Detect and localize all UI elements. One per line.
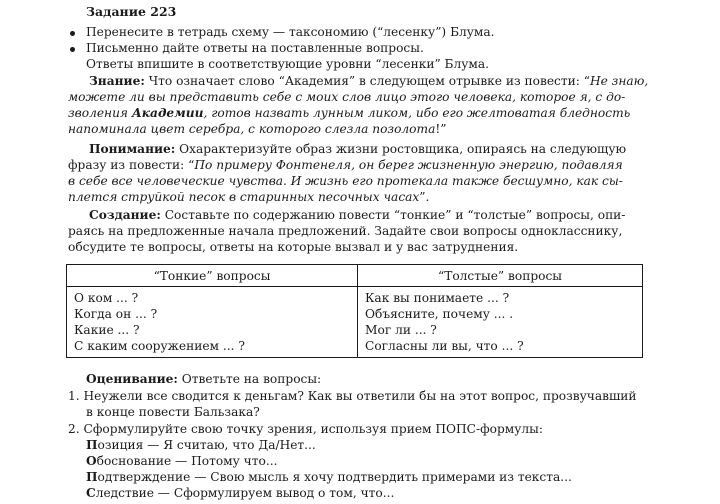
pops-text: ледствие — Сформулируем вывод о том, что...: [95, 486, 395, 500]
sozdanie-line-2: раясь на предложенные начала предложений. Задайте свои вопросы однокласснику,: [68, 224, 623, 238]
sozdanie-line-1: [89, 207, 625, 223]
pops-item-consequence: [86, 485, 394, 501]
pops-text: одтверждение — Свою мысль я хочу подтвердить примерами из текста...: [97, 470, 572, 484]
znanie-line-4: [68, 121, 446, 137]
sozdanie-text: Составьте по содержанию повести “тонкие” и “толстые” вопросы, опи-: [164, 208, 626, 222]
thin-questions-cell: [67, 287, 358, 358]
otsenivanie-heading: [86, 371, 321, 387]
header-thin-questions: “Тонкие” вопросы: [67, 265, 358, 287]
pops-item-reasoning: [86, 453, 277, 469]
ponimanie-line-2: [68, 157, 623, 173]
znanie-line-1: [89, 73, 648, 89]
ponimanie-line-4: [68, 189, 429, 205]
ponimanie-quote: По примеру Фонтенеля, он берег жизненную энергию, подавляя: [194, 158, 623, 172]
pops-text: озиция — Я считаю, что Да/Нет...: [97, 438, 316, 452]
otsenivanie-intro: Ответьте на вопросы:: [181, 372, 322, 386]
thin-question: О ком ... ?: [74, 291, 139, 305]
thick-questions-cell: [358, 287, 643, 358]
header-thick-questions: “Толстые” вопросы: [358, 265, 643, 287]
znanie-quote: зволения: [68, 106, 132, 120]
thin-question: Когда он ... ?: [74, 307, 158, 321]
thick-question: Согласны ли вы, что ... ?: [365, 339, 524, 353]
pops-letter: С: [86, 486, 96, 500]
thick-question: Мог ли ... ?: [365, 323, 437, 337]
table-row: [67, 287, 643, 358]
pops-letter: О: [86, 454, 97, 468]
sozdanie-label: Создание:: [89, 208, 161, 222]
question-1-line-2: в конце повести Бальзака?: [86, 405, 260, 419]
ponimanie-line-1: [89, 141, 626, 157]
question-1-line-1: 1. Неужели все сводится к деньгам? Как вы ответили бы на этот вопрос, прозвучавший: [68, 389, 637, 403]
thin-question: Какие ... ?: [74, 323, 140, 337]
znanie-label: Знание:: [89, 74, 145, 88]
ponimanie-text: Охарактеризуйте образ жизни ростовщика, опираясь на следующую: [179, 142, 627, 156]
otsenivanie-label: Оценивание:: [86, 372, 178, 386]
bullet-item: Письменно дайте ответы на поставленные вопросы.: [86, 41, 424, 55]
znanie-academy-word: Академии: [131, 106, 204, 120]
pops-letter: П: [86, 470, 98, 484]
ponimanie-end: ”.: [419, 190, 430, 204]
ponimanie-quote: плется струйкой песок в старинных песочных часах: [68, 190, 420, 204]
questions-table: [66, 264, 643, 358]
znanie-quote: Не знаю,: [589, 74, 649, 88]
table-header-row: [67, 265, 643, 287]
pops-item-position: [86, 437, 316, 453]
ponimanie-line-3: в себе все человеческие чувства. И жизнь его протекала также бесшумно, как сы-: [68, 174, 623, 188]
znanie-text: Что означает слово “Академия” в следующем отрывке из повести: “: [148, 74, 590, 88]
znanie-end: !”: [435, 122, 447, 136]
thick-question: Объясните, почему ... .: [365, 307, 514, 321]
pops-text: боснование — Потому что...: [96, 454, 278, 468]
pops-item-confirmation: [86, 469, 572, 485]
thick-question: Как вы понимаете ... ?: [365, 291, 510, 305]
question-2: 2. Сформулируйте свою точку зрения, используя прием ПОПС-формулы:: [68, 422, 543, 436]
sozdanie-line-3: обсудите те вопросы, ответы на которые вызвал и у вас затруднения.: [68, 240, 519, 254]
bullet-dot: [70, 47, 75, 52]
znanie-line-2: можете ли вы представить себе с моих слов лицо этого человека, которое я, с до-: [68, 90, 626, 104]
znanie-line-3: [68, 105, 630, 121]
thin-question: С каким сооружением ... ?: [74, 339, 245, 353]
bullet-continuation: Ответы впишите в соответствующие уровни “лесенки” Блума.: [86, 57, 490, 71]
ponimanie-text: фразу из повести: “: [68, 158, 195, 172]
bullet-item: Перенесите в тетрадь схему — таксономию (“лесенку”) Блума.: [86, 25, 495, 39]
bullet-dot: [70, 31, 75, 36]
ponimanie-label: Понимание:: [89, 142, 176, 156]
znanie-quote: , готов назвать лунным ликом, ибо его желтоватая бледность: [203, 106, 631, 120]
znanie-quote: напоминала цвет серебра, с которого слезла позолота: [68, 122, 436, 136]
pops-letter: П: [86, 438, 98, 452]
task-title: Задание 223: [86, 4, 177, 19]
